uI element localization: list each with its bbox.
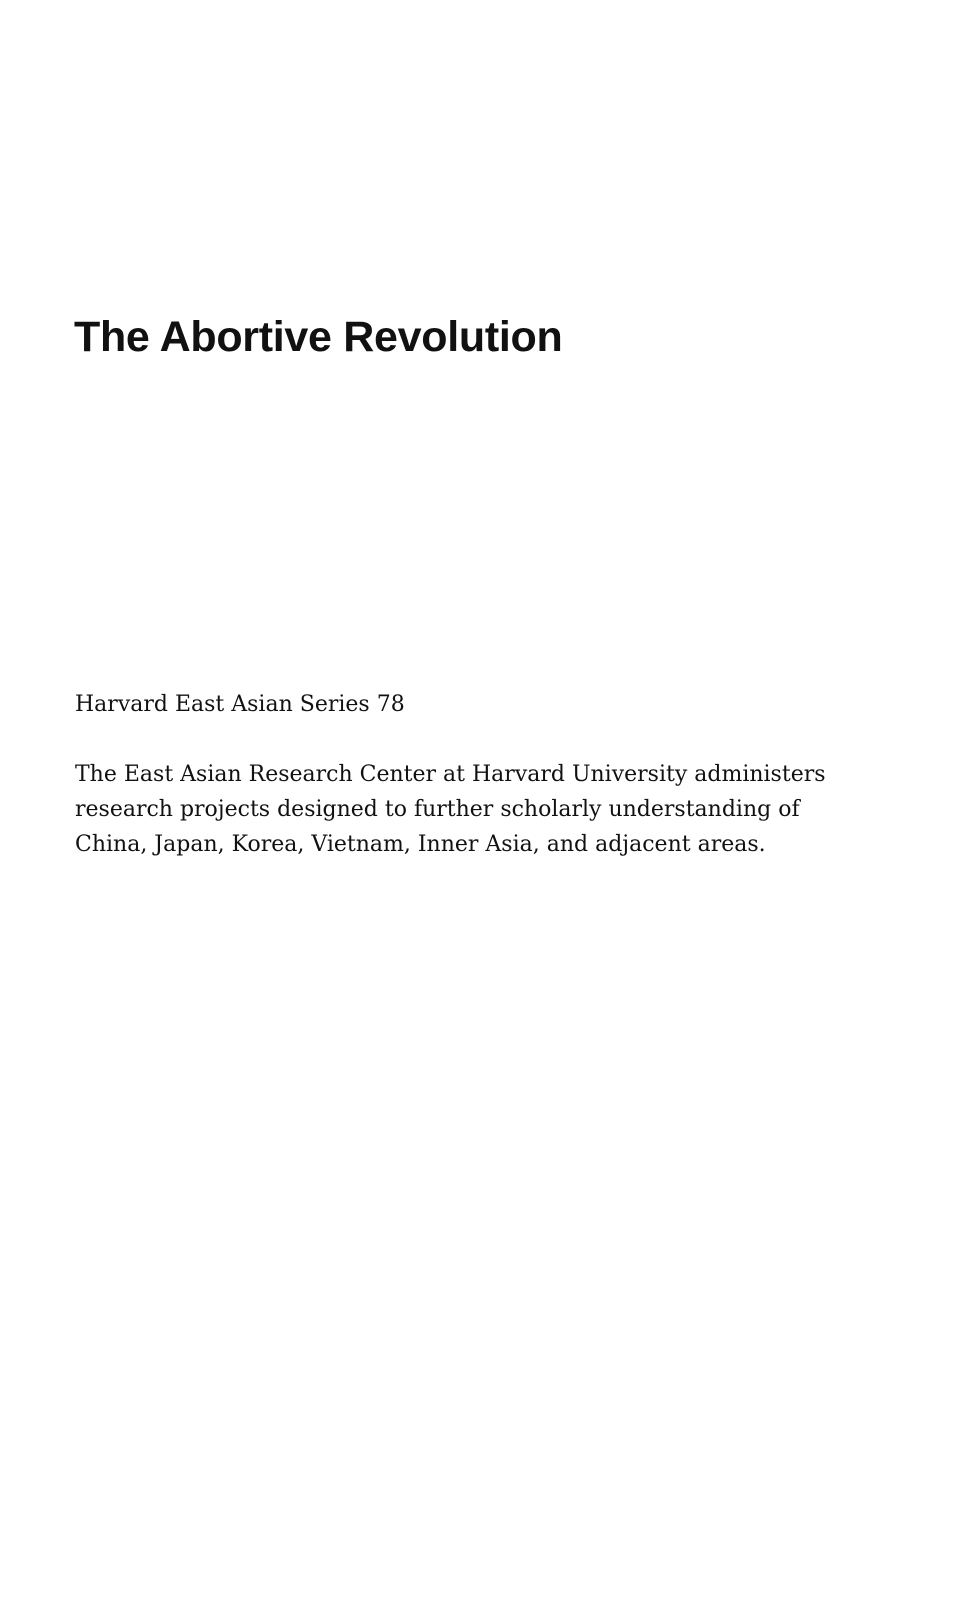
book-title: The Abortive Revolution bbox=[74, 313, 563, 361]
description-line-2: research projects designed to further scholarly understanding of bbox=[75, 797, 800, 822]
description-line-1: The East Asian Research Center at Harvard University administers bbox=[75, 762, 826, 787]
description-line-3: China, Japan, Korea, Vietnam, Inner Asia, and adjacent areas. bbox=[75, 832, 766, 857]
series-name: Harvard East Asian Series 78 bbox=[75, 692, 405, 717]
series-description bbox=[75, 757, 935, 862]
